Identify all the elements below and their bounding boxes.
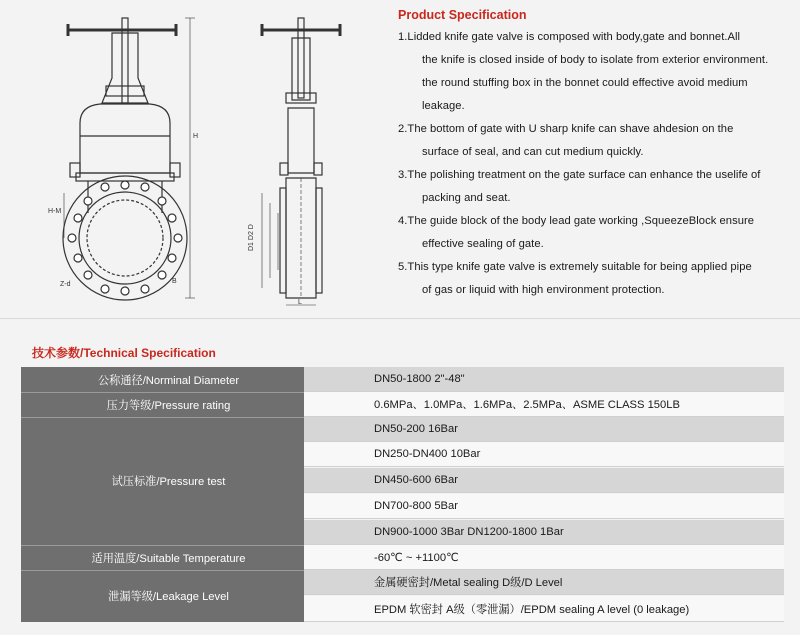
- spec-item-2: [398, 118, 793, 164]
- section-divider: [0, 318, 800, 319]
- spec-item-5: [398, 256, 793, 302]
- spec-item-1-line-2: the knife is closed inside of body to isolate from exterior environment.: [422, 54, 769, 66]
- row-label-leakage: 泄漏等级/Leakage Level: [108, 591, 229, 603]
- value-diameter: DN50-1800 2"-48": [304, 367, 784, 392]
- dim-label-b: B: [172, 278, 177, 285]
- spec-item-4: [398, 210, 793, 256]
- spec-item-4-line-1: 4.The guide block of the body lead gate working ,SqueezeBlock ensure: [398, 215, 755, 227]
- spec-item-1-line-3: the round stuffing box in the bonnet could effective avoid medium: [422, 77, 748, 89]
- spec-item-3-line-2: packing and seat.: [422, 192, 511, 204]
- value-temperature: -60℃ ~ +1100℃: [304, 545, 784, 570]
- row-label-diameter: 公称通径/Norminal Diameter: [97, 374, 240, 387]
- value-pressure-test-5: DN900-1000 3Bar DN1200-1800 1Bar: [304, 520, 784, 545]
- spec-item-5-line-1: 5.This type knife gate valve is extremely suitable for being applied pipe: [398, 261, 752, 273]
- dim-label-h: H: [193, 133, 199, 140]
- spec-item-1: [398, 26, 793, 118]
- spec-item-2-line-2: surface of seal, and can cut medium quickly.: [422, 146, 644, 158]
- spec-item-5-line-2: of gas or liquid with high environment protection.: [422, 284, 665, 296]
- spec-item-4-line-2: effective sealing of gate.: [422, 238, 544, 250]
- product-specification: [398, 8, 793, 302]
- spec-item-1-line-1: 1.Lidded knife gate valve is composed with body,gate and bonnet.All: [398, 31, 741, 43]
- value-leakage-metal: 金属硬密封/Metal sealing D级/D Level: [304, 570, 784, 595]
- value-column: [304, 367, 784, 622]
- tech-spec-title: 技术参数/Technical Specification: [32, 346, 216, 360]
- value-pressure-test-1: DN50-200 16Bar: [304, 417, 784, 442]
- valve-drawings: [40, 8, 390, 308]
- row-label-temperature: 适用温度/Suitable Temperature: [91, 552, 246, 565]
- tech-spec-table: [21, 367, 784, 622]
- dim-label-hm: H-M: [48, 208, 62, 215]
- value-leakage-epdm: EPDM 软密封 A级（零泄漏）/EPDM sealing A level (0 leakage): [304, 596, 784, 622]
- label-column: [21, 367, 304, 622]
- value-pressure-test-3: DN450-600 6Bar: [304, 468, 784, 493]
- value-pressure-rating: 0.6MPa、1.0MPa、1.6MPa、2.5MPa、ASME CLASS 150LB: [304, 392, 784, 417]
- value-pressure-test-2: DN250-DN400 10Bar: [304, 442, 784, 467]
- row-label-pressure-test: 试压标准/Pressure test: [111, 476, 226, 488]
- dim-label-side: D1 D2 D: [248, 224, 255, 251]
- product-spec-title: Product Specification: [398, 8, 527, 22]
- valve-technical-drawing: [40, 8, 390, 308]
- row-label-pressure-rating: 压力等级/Pressure rating: [106, 399, 231, 412]
- dim-label-l: L: [298, 299, 302, 306]
- spec-item-3-line-1: 3.The polishing treatment on the gate surface can enhance the uselife of: [398, 169, 761, 181]
- spec-item-1-line-4: leakage.: [422, 100, 465, 112]
- spec-item-2-line-1: 2.The bottom of gate with U sharp knife can shave ahdesion on the: [398, 123, 734, 135]
- value-pressure-test-4: DN700-800 5Bar: [304, 494, 784, 519]
- dim-label-zd: Z-d: [60, 281, 71, 288]
- spec-item-3: [398, 164, 793, 210]
